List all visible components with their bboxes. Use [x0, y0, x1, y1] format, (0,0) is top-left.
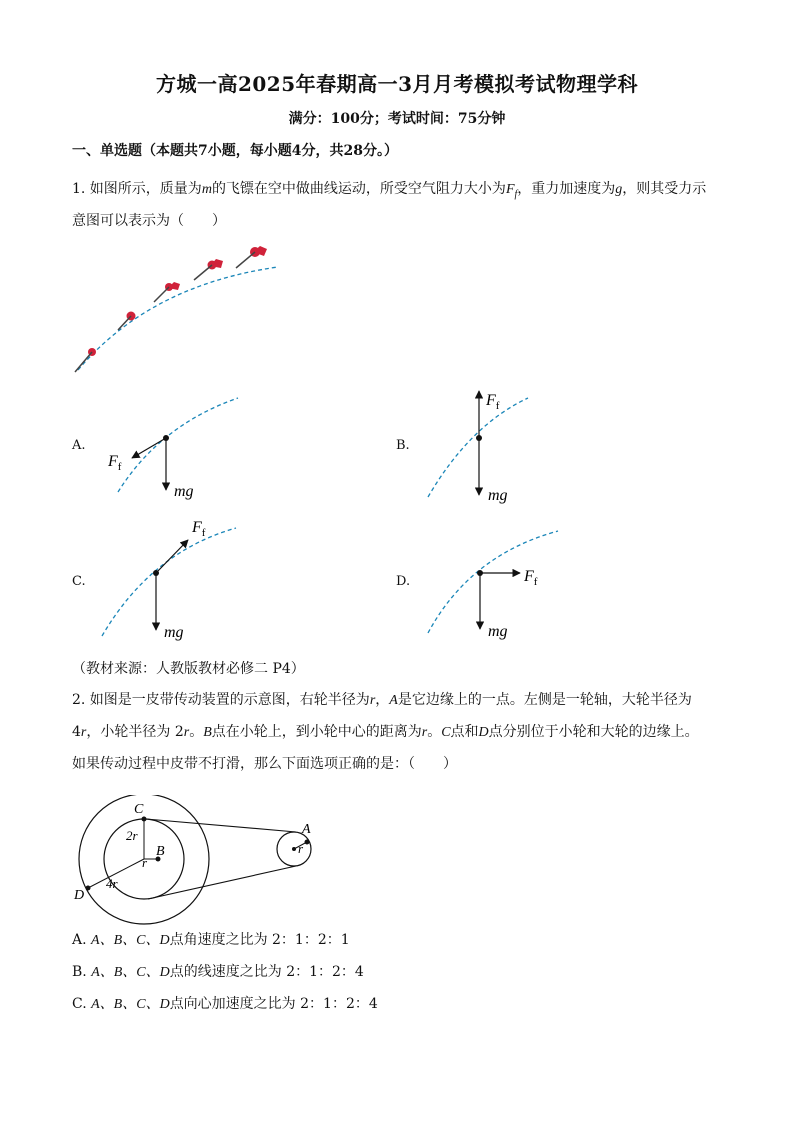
q1-option-a-diagram[interactable] [100, 390, 250, 505]
q1-option-c-diagram[interactable] [96, 512, 246, 642]
gravity-label: mg [164, 624, 184, 641]
point-a-label: A [302, 822, 311, 837]
q2-stem-line2: 4r，小轮半径为 2r。B点在小轮上，到小轮中心的距离为r。C点和D点分别位于小轮和大轮的边缘上。 [72, 724, 699, 740]
friction-label: $F_f$ [108, 453, 122, 473]
dart-icon [236, 246, 267, 268]
radius-r-a-label: r [298, 841, 304, 856]
belt-drive-diagram [70, 795, 340, 925]
friction-arrow [156, 540, 188, 573]
friction-label: $F_f$ [524, 568, 538, 588]
q1-option-a-label[interactable]: A. [72, 438, 86, 453]
q1-option-b-diagram[interactable] [420, 385, 570, 505]
gravity-label: mg [488, 487, 508, 504]
dart-icon [75, 348, 96, 372]
q1-stem-line1: 1. 如图所示，质量为m的飞镖在空中做曲线运动，所受空气阻力大小为$F_f$，重力加速度为g，则其受力示 [72, 181, 707, 200]
q1-source-note: （教材来源：人教版教材必修二 P4） [72, 661, 305, 677]
gravity-label: mg [174, 483, 194, 500]
friction-label: $F_f$ [486, 392, 500, 412]
q1-option-d-diagram[interactable] [420, 525, 570, 643]
section-heading: 一、单选题（本题共7小题，每小题4分，共28分。） [72, 143, 398, 159]
q1-option-c-label[interactable]: C. [72, 574, 86, 589]
gravity-label: mg [488, 623, 508, 640]
q1-stem-line2: 意图可以表示为（ ） [72, 213, 226, 229]
belt-top [146, 819, 296, 832]
dart-icon [154, 282, 180, 302]
radius-2r-label: 2r [126, 828, 138, 843]
dart-icon [194, 259, 223, 280]
q2-stem-line3: 如果传动过程中皮带不打滑，那么下面选项正确的是：（ ） [72, 756, 457, 772]
exam-info: 满分：100分；考试时间：75分钟 [288, 111, 506, 127]
point-d-label: D [74, 888, 85, 903]
friction-label: $F_f$ [192, 519, 206, 539]
friction-arrow [132, 438, 166, 458]
q1-option-d-label[interactable]: D. [396, 574, 411, 589]
dart-path-curve [78, 267, 278, 370]
radius-r-b-label: r [142, 855, 148, 870]
radius-4r-label: 4r [106, 876, 118, 891]
q1-Ff-symbol: $F_f$ [505, 182, 518, 200]
dart-trajectory-figure [70, 240, 290, 380]
page-title: 方城一高2025年春期高一3月月考模拟考试物理学科 [155, 72, 639, 96]
q2-option-a[interactable]: A. A、B、C、D点角速度之比为 2：1：2：1 [72, 932, 350, 948]
q2-option-b[interactable]: B. A、B、C、D点的线速度之比为 2：1：2：4 [72, 964, 364, 980]
belt-bottom [148, 866, 296, 899]
point-b-label: B [156, 844, 165, 859]
q1-option-b-label[interactable]: B. [396, 438, 410, 453]
q2-option-c[interactable]: C. A、B、C、D点向心加速度之比为 2：1：2：4 [72, 996, 378, 1012]
point-c-label: C [134, 802, 144, 817]
q2-stem-line1: 2. 如图是一皮带传动装置的示意图，右轮半径为r，A是它边缘上的一点。左侧是一轮轴，大轮半径为 [72, 692, 692, 708]
